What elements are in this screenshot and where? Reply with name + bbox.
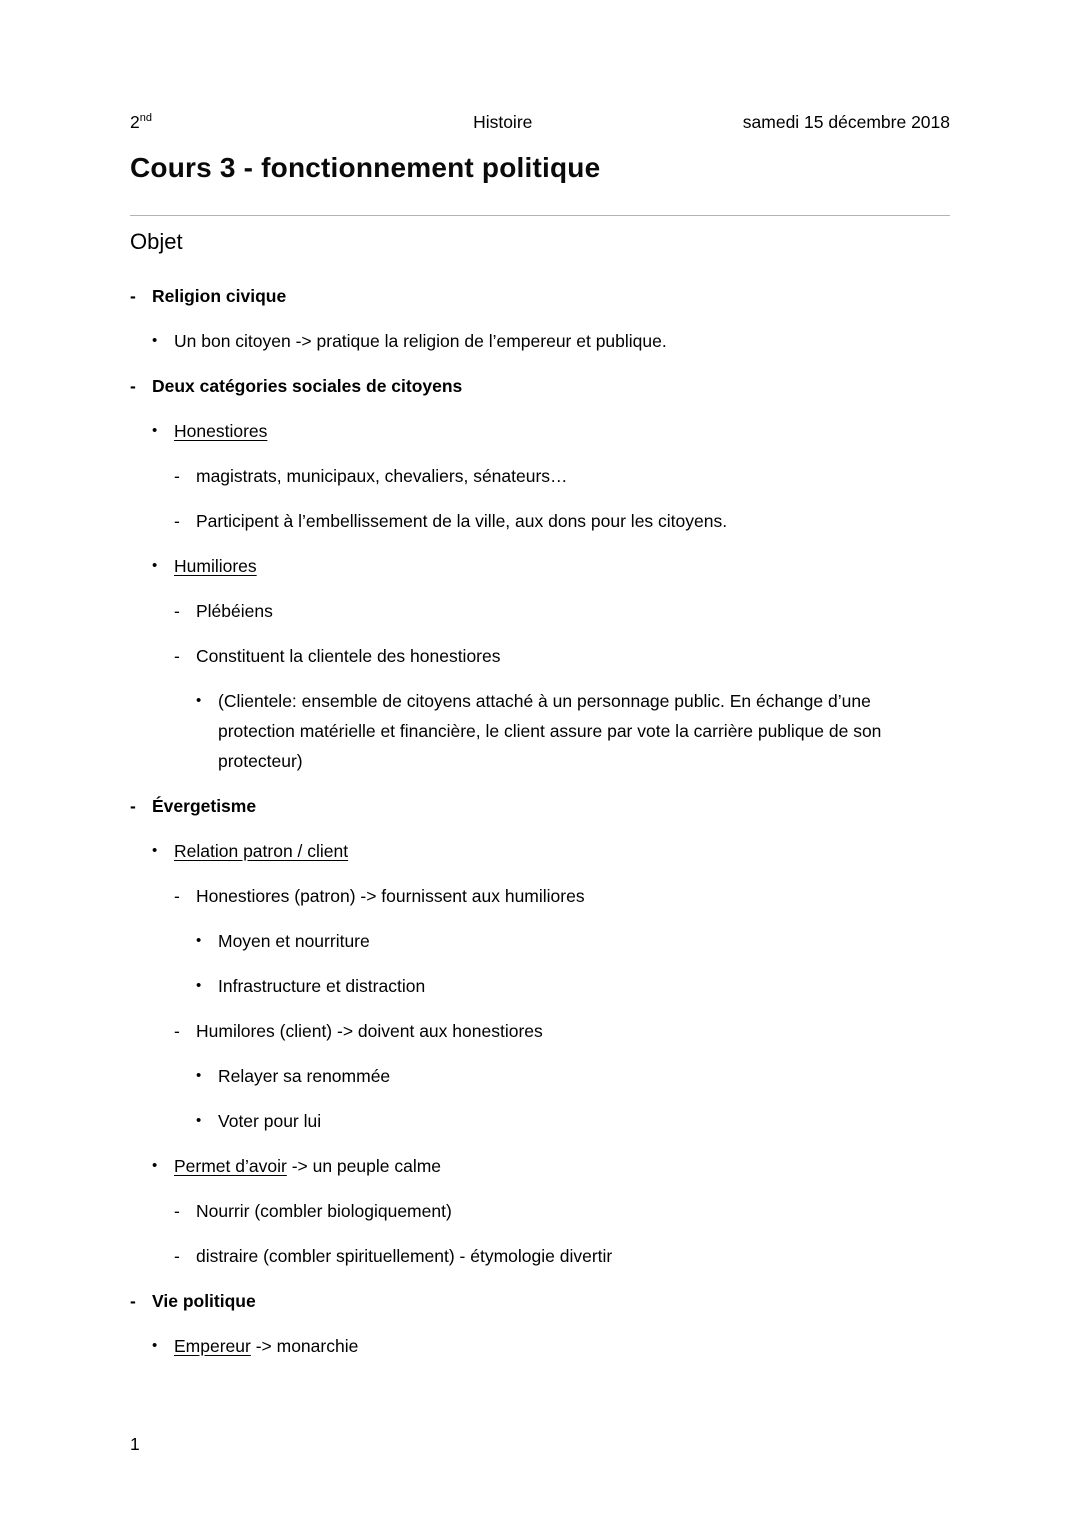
list-item-text: Participent à l’embellissement de la ville, aux dons pour les citoyens. (196, 511, 728, 531)
list-item-text: Vie politique (152, 1291, 256, 1311)
list-item-text: Humilores (client) -> doivent aux honestiores (196, 1021, 543, 1041)
list-item (130, 326, 950, 356)
list-item-text: Infrastructure et distraction (218, 976, 426, 996)
header-subject: Histoire (473, 112, 533, 132)
bullet-marker: • (152, 1157, 158, 1174)
list-item (130, 926, 950, 956)
list-item (130, 1331, 950, 1361)
list-item-text: magistrats, municipaux, chevaliers, sénateurs… (196, 466, 568, 486)
list-item-text: Relayer sa renommée (218, 1066, 391, 1086)
dash-marker: - (130, 376, 136, 396)
bullet-marker: • (152, 842, 158, 859)
bullet-marker: • (196, 1112, 202, 1129)
list-item-text: Nourrir (combler biologiquement) (196, 1201, 452, 1221)
list-item-text: Honestiores (174, 421, 268, 441)
list-item (130, 506, 950, 536)
list-item-text: Moyen et nourriture (218, 931, 370, 951)
header-class-superscript: nd (139, 112, 152, 125)
bullet-marker: • (196, 692, 202, 709)
dash-marker: - (130, 286, 136, 306)
page-number: 1 (130, 1434, 140, 1454)
page-header (130, 112, 950, 133)
list-item-text: (Clientele: ensemble de citoyens attaché à un personnage public. En échange d’une protection matérielle et financière, le client assure par vote la carrière publique de son protecteur) (218, 691, 882, 771)
dash-marker: - (174, 1021, 180, 1041)
list-item-text: Évergetisme (152, 796, 257, 816)
list-item (130, 1016, 950, 1046)
dash-marker: - (174, 466, 180, 486)
dash-marker: - (174, 1246, 180, 1266)
list-item (130, 971, 950, 1001)
list-item-text: Religion civique (152, 286, 287, 306)
list-item-text: Deux catégories sociales de citoyens (152, 376, 463, 396)
list-item (130, 371, 950, 401)
list-item-text: Permet d’avoir -> un peuple calme (174, 1156, 442, 1176)
list-item (130, 551, 950, 581)
section-heading: Objet (130, 229, 183, 254)
bullet-marker: • (152, 557, 158, 574)
list-item-text: Humiliores (174, 556, 257, 576)
list-item (130, 1286, 950, 1316)
list-item-text: Empereur -> monarchie (174, 1336, 359, 1356)
bullet-marker: • (152, 422, 158, 439)
bullet-marker: • (152, 1337, 158, 1354)
dash-marker: - (174, 511, 180, 531)
outline-list (130, 281, 950, 1361)
list-item (130, 1061, 950, 1091)
title-divider (130, 215, 950, 216)
list-item-text: Constituent la clientele des honestiores (196, 646, 501, 666)
dash-marker: - (130, 1291, 136, 1311)
list-item (130, 416, 950, 446)
header-class-label: 2nd (130, 112, 152, 132)
list-item-text: Plébéiens (196, 601, 273, 621)
list-item-text: Relation patron / client (174, 841, 349, 861)
bullet-marker: • (196, 932, 202, 949)
list-item-text: Un bon citoyen -> pratique la religion de l’empereur et publique. (174, 331, 667, 351)
list-item (130, 1241, 950, 1271)
dash-marker: - (130, 796, 136, 816)
list-item (130, 1106, 950, 1136)
list-item (130, 281, 950, 311)
list-item (130, 1151, 950, 1181)
list-item-text: Honestiores (patron) -> fournissent aux humiliores (196, 886, 585, 906)
list-item (130, 836, 950, 866)
document-title: Cours 3 - fonctionnement politique (130, 152, 601, 183)
bullet-marker: • (152, 332, 158, 349)
list-item-text: distraire (combler spirituellement) - étymologie divertir (196, 1246, 613, 1266)
list-item (130, 686, 950, 776)
bullet-marker: • (196, 977, 202, 994)
list-item (130, 461, 950, 491)
header-date: samedi 15 décembre 2018 (742, 112, 950, 132)
dash-marker: - (174, 886, 180, 906)
dash-marker: - (174, 646, 180, 666)
bullet-marker: • (196, 1067, 202, 1084)
list-item (130, 791, 950, 821)
list-item (130, 596, 950, 626)
list-item-text: Voter pour lui (218, 1111, 322, 1131)
list-item (130, 881, 950, 911)
list-item (130, 641, 950, 671)
dash-marker: - (174, 601, 180, 621)
list-item (130, 1196, 950, 1226)
dash-marker: - (174, 1201, 180, 1221)
